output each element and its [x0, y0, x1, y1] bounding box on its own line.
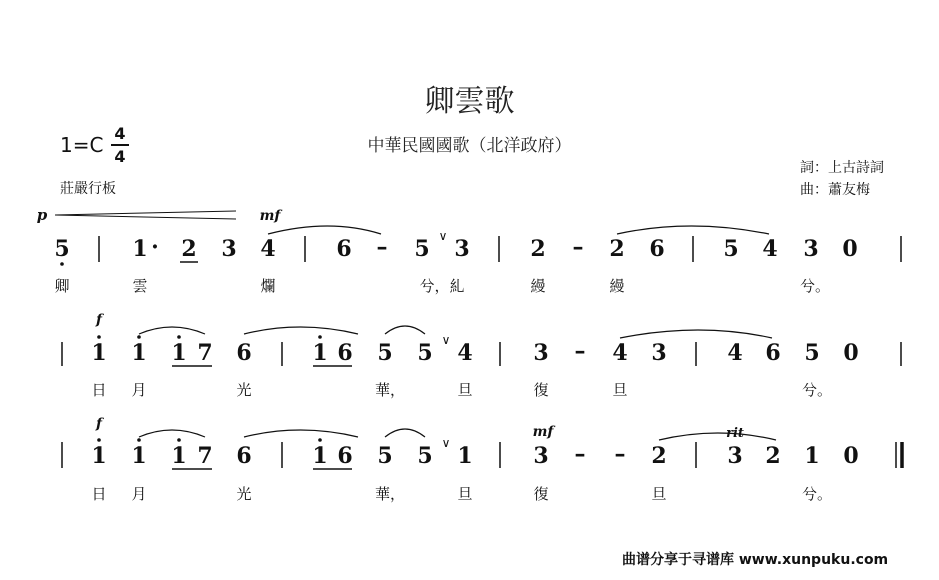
slur: [268, 226, 381, 234]
note: 3: [533, 340, 549, 366]
note: 3: [454, 236, 470, 262]
source-watermark: 曲谱分享于寻谱库 www.xunpuku.com: [622, 552, 889, 568]
lyric: 光: [236, 381, 252, 399]
note: 1: [171, 443, 187, 469]
dynamic-f: f: [95, 416, 103, 432]
lyric: 旦: [651, 485, 667, 503]
slur: [385, 429, 425, 437]
note: 1: [132, 236, 148, 262]
high-octave-dot: [177, 438, 181, 442]
note: 2: [530, 236, 546, 262]
note: 3: [651, 340, 667, 366]
note: 6: [236, 443, 252, 469]
note: 4: [727, 340, 743, 366]
note: 3: [803, 236, 819, 262]
augmentation-dot: ·: [151, 234, 159, 260]
lyric: 日: [91, 381, 107, 399]
lyric: 卿: [54, 277, 70, 295]
dynamic-p: p: [36, 206, 48, 224]
decrescendo-line-bottom: [55, 215, 236, 219]
note: 6: [337, 340, 353, 366]
note: 6: [765, 340, 781, 366]
slur: [244, 430, 358, 437]
high-octave-dot: [318, 438, 322, 442]
note: 1: [91, 340, 107, 366]
lyric: 光: [236, 485, 252, 503]
lyric: 日: [91, 485, 107, 503]
note: 4: [457, 340, 473, 366]
high-octave-dot: [97, 438, 101, 442]
lyric: 華，: [374, 381, 406, 399]
lyric: 爛: [260, 277, 276, 295]
time-signature-bottom: 4: [114, 147, 126, 166]
note: 6: [336, 236, 352, 262]
note: 1: [131, 443, 147, 469]
lyric: 雲: [132, 277, 148, 295]
key-signature: 1=C: [60, 133, 104, 157]
note: 2: [609, 236, 625, 262]
dynamic-mf: mf: [532, 424, 554, 440]
note: 1: [312, 340, 328, 366]
lyric: 華，: [374, 485, 406, 503]
note: 1: [171, 340, 187, 366]
note: 3: [221, 236, 237, 262]
high-octave-dot: [137, 335, 141, 339]
note: 7: [197, 443, 213, 469]
lyric: 復: [533, 485, 549, 503]
breath-mark: ∨: [441, 436, 451, 450]
slur: [139, 327, 205, 334]
note: 3: [727, 443, 743, 469]
note: 1: [312, 443, 328, 469]
slur: [620, 330, 772, 338]
note: 5: [54, 236, 70, 262]
note: 0: [842, 236, 858, 262]
score-title: 卿雲歌: [424, 84, 515, 119]
lyric: 月: [131, 381, 147, 399]
slur: [617, 226, 769, 234]
note: 2: [181, 236, 197, 262]
high-octave-dot: [318, 335, 322, 339]
note: 5: [414, 236, 430, 262]
high-octave-dot: [137, 438, 141, 442]
lyric: 縵: [609, 277, 625, 295]
note: 5: [804, 340, 820, 366]
tempo-marking: 莊嚴行板: [60, 181, 116, 197]
note: 6: [337, 443, 353, 469]
note: 4: [260, 236, 276, 262]
time-signature-top: 4: [114, 124, 126, 143]
breath-mark: ∨: [441, 333, 451, 347]
lyric: 兮。: [801, 485, 833, 503]
lyric: 兮。: [801, 381, 833, 399]
dash: –: [572, 234, 584, 260]
lyric: 復: [533, 381, 549, 399]
note: 1: [457, 443, 473, 469]
note: 5: [377, 443, 393, 469]
dash: –: [376, 234, 388, 260]
note: 4: [762, 236, 778, 262]
slur: [139, 430, 205, 437]
slur: [244, 327, 358, 334]
lyric: 月: [131, 485, 147, 503]
note: 1: [804, 443, 820, 469]
dash: –: [574, 441, 586, 467]
lyric: 旦: [457, 381, 473, 399]
note: 0: [843, 443, 859, 469]
note: 5: [417, 340, 433, 366]
lyric: 旦: [612, 381, 628, 399]
slur: [659, 433, 776, 440]
lyricist-credit: 詞：上古詩詞: [800, 160, 884, 176]
rit-marking: rit: [726, 426, 744, 441]
lyric: 兮，糺: [419, 277, 465, 295]
dynamic-f: f: [95, 312, 103, 328]
dash: –: [574, 338, 586, 364]
note: 3: [533, 443, 549, 469]
lyric: 縵: [530, 277, 546, 295]
note: 1: [91, 443, 107, 469]
note: 1: [131, 340, 147, 366]
dynamic-mf: mf: [259, 208, 281, 224]
note: 6: [649, 236, 665, 262]
score-subtitle: 中華民國國歌（北洋政府）: [367, 136, 572, 156]
lyric: 兮。: [799, 277, 831, 295]
breath-mark: ∨: [438, 229, 448, 243]
note: 6: [236, 340, 252, 366]
low-octave-dot: [60, 262, 64, 266]
note: 5: [377, 340, 393, 366]
note: 2: [765, 443, 781, 469]
high-octave-dot: [97, 335, 101, 339]
dash: –: [614, 441, 626, 467]
composer-credit: 曲：蕭友梅: [800, 182, 870, 198]
slur: [385, 326, 425, 334]
note: 5: [417, 443, 433, 469]
decrescendo-line-top: [55, 211, 236, 215]
high-octave-dot: [177, 335, 181, 339]
note: 7: [197, 340, 213, 366]
note: 0: [843, 340, 859, 366]
note: 4: [612, 340, 628, 366]
note: 5: [723, 236, 739, 262]
note: 2: [651, 443, 667, 469]
lyric: 旦: [457, 485, 473, 503]
